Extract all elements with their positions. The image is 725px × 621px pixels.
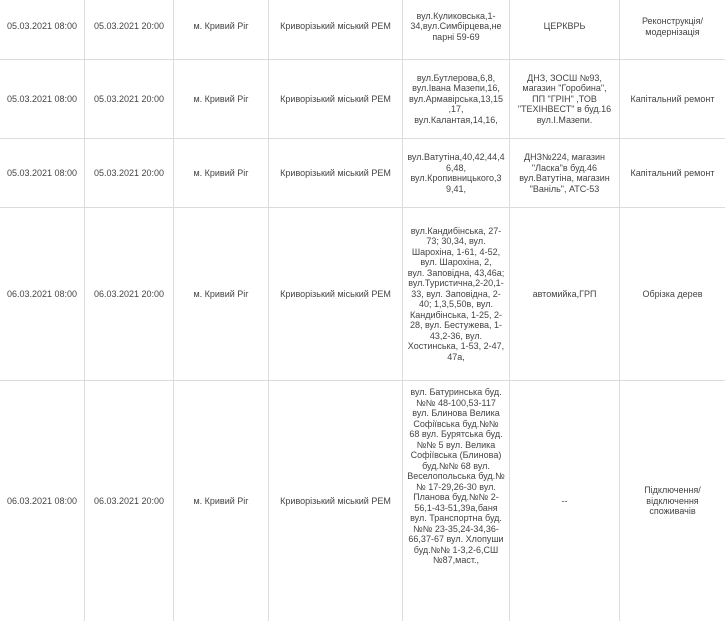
end-time-cell: 05.03.2021 20:00 (85, 60, 174, 138)
end-time-cell: 05.03.2021 20:00 (85, 139, 174, 207)
streets-cell: вул.Ватутіна,40,42,44,4 6,48, вул.Кропивницького,3 9,41, (403, 139, 510, 207)
work-type-cell: Реконструкція/ модернізація (641, 16, 704, 37)
end-time-cell: 05.03.2021 20:00 (85, 0, 174, 59)
table-row (0, 381, 725, 621)
rem-cell: Криворізький міський РЕМ (269, 60, 403, 138)
city-cell: м. Кривий Ріг (174, 139, 269, 207)
end-time-cell: 06.03.2021 20:00 (85, 381, 174, 621)
rem-cell: Криворізький міський РЕМ (269, 381, 403, 621)
objects-cell: ДНЗ, ЗОСШ №93, магазин "Горобина", ПП "ГРІН" ,ТОВ "ТЕХІНВЕСТ" в буд.16 вул.І.Мазепи. (510, 60, 620, 138)
streets-cell: вул. Батуринська буд. №№ 48-100,53-117 вул. Блинова Велика Софіївська буд.№№ 68 вул. Бурятська буд. №№ 5 вул. Велика Софіївська (Блинова) буд.№№ 68 вул. Веселопольська буд.№ № 17-29,26-30 вул. Планова буд.№№ 2- 56,1-43-51,39а,баня вул. Транспортна буд. №№ 23-35,24-34,36- 66,37-67 вул. Хлопуши буд.№№ 1-3,2-6,СШ №87,маст., (403, 381, 510, 621)
table-row (0, 0, 725, 60)
objects-cell: автомийка,ГРП (510, 208, 620, 380)
start-time-cell: 05.03.2021 08:00 (0, 139, 85, 207)
streets-cell: вул.Бутлерова,6,8, вул.Івана Мазепи,16, вул.Армавірська,13,15 ,17, вул.Калантая,14,16, (403, 60, 510, 138)
start-time-cell: 06.03.2021 08:00 (0, 208, 85, 380)
city-cell: м. Кривий Ріг (174, 60, 269, 138)
work-type-cell: Обрізка дерев (642, 288, 703, 299)
city-cell: м. Кривий Ріг (174, 208, 269, 380)
streets-cell: вул.Куликовська,1- 34,вул.Симбірцева,не парні 59-69 (403, 0, 510, 59)
table-row (0, 139, 725, 208)
work-type-cell: Підключення/ відключення споживачів (644, 485, 701, 517)
rem-cell: Криворізький міський РЕМ (269, 139, 403, 207)
objects-cell: -- (510, 381, 620, 621)
table-row (0, 60, 725, 139)
city-cell: м. Кривий Ріг (174, 381, 269, 621)
start-time-cell: 05.03.2021 08:00 (0, 60, 85, 138)
objects-cell: ЦЕРКВРЬ (510, 0, 620, 59)
rem-cell: Криворізький міський РЕМ (269, 0, 403, 59)
objects-cell: ДНЗ№224, магазин "Ласка"в буд.46 вул.Ватутіна, магазин "Ваніль", АТС-53 (510, 139, 620, 207)
start-time-cell: 05.03.2021 08:00 (0, 0, 85, 59)
city-cell: м. Кривий Ріг (174, 0, 269, 59)
streets-cell: вул.Кандибінська, 27- 73; 30,34, вул. Шарохіна, 1-61, 4-52, вул. Шарохіна, 2, вул. Заповідна, 43,46а; вул.Туристична,2-20,1- 33, вул. Заповідна, 2- 40; 1,3,5,50в, вул. Кандибінська, 1-25, 2- 28, вул. Бестужева, 1- 43,2-36, вул. Хостинська, 1-53, 2-47, 47а, (403, 208, 510, 380)
end-time-cell: 06.03.2021 20:00 (85, 208, 174, 380)
table-row (0, 208, 725, 381)
work-type-cell: Капітальний ремонт (630, 167, 715, 178)
start-time-cell: 06.03.2021 08:00 (0, 381, 85, 621)
rem-cell: Криворізький міський РЕМ (269, 208, 403, 380)
work-type-cell: Капітальний ремонт (630, 93, 715, 104)
